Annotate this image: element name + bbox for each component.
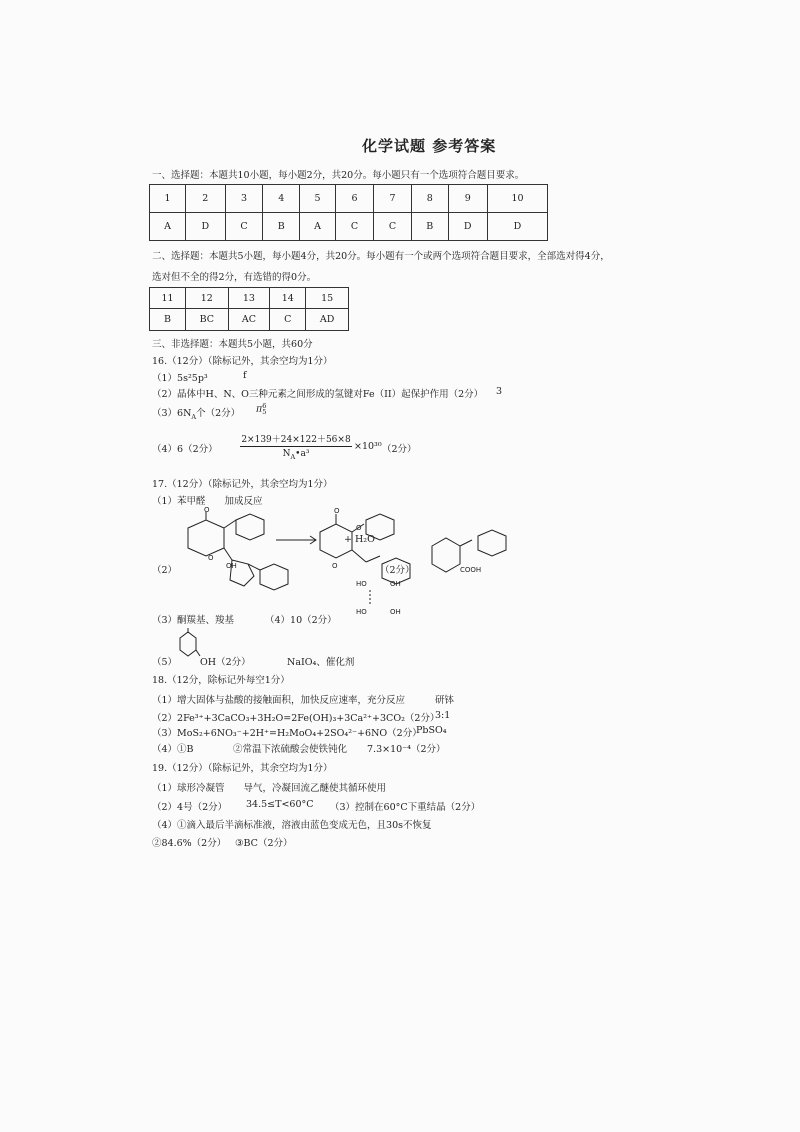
struct-label: O [204, 506, 210, 514]
answer-table-1 [149, 184, 548, 241]
q18-line4-b: ②常温下浓硫酸会使铁钝化 [233, 744, 348, 755]
fraction-numerator: 2×139＋24×122＋56×8 [241, 435, 351, 445]
q19-line2: （2）4号（2分） [152, 802, 228, 813]
table-cell: 1 [150, 185, 186, 213]
answer-table-2 [149, 287, 349, 331]
q19-line4: ②84.6%（2分） [152, 838, 227, 849]
q18-line2-answer: 3:1 [435, 710, 451, 721]
struct-label: O [208, 554, 214, 562]
table-cell: BC [186, 309, 229, 331]
table-cell: A [150, 213, 186, 241]
section-3-instruction: 三、非选择题：本题共5小题，共60分 [152, 339, 313, 350]
q17-line5-score: OH（2分） [200, 657, 251, 668]
fraction-denominator: $N_A•a^3$ [282, 449, 310, 461]
struct-label: HO [356, 580, 367, 588]
q16-line1-answer: f [243, 370, 247, 381]
q16-line1: （1）5s²5p³ [152, 373, 208, 384]
q16-header: 16.（12分）（除标记外，其余空均为1分） [152, 356, 333, 367]
fraction-tail: ×10³⁰ [354, 441, 382, 452]
q17-line2-score: （2分） [380, 565, 415, 576]
table-cell: B [150, 309, 186, 331]
q18-line2: （2）2Fe³⁺+3CaCO₃+3H₂O=2Fe(OH)₃+3Ca²⁺+3CO₂（2分） [152, 713, 440, 724]
table-cell: B [263, 213, 300, 241]
struct-label: OH [226, 562, 237, 570]
table-cell: A [300, 213, 336, 241]
table-row-answers [150, 213, 548, 241]
reactant-structure [188, 512, 288, 590]
table-cell: D [186, 213, 225, 241]
q18-line1: （1）增大固体与盐酸的接触面积，加快反应速率，充分反应 [152, 695, 406, 706]
q16-line2: （2）晶体中H、N、O三种元素之间形成的氢键对Fe（II）起保护作用（2分） [152, 389, 484, 400]
q17-answer-structure [176, 628, 200, 662]
struct-label: OH [390, 608, 401, 616]
table-cell: 12 [186, 288, 229, 309]
section-1-instruction: 一、选择题：本题共10小题，每小题2分，共20分。每小题只有一个选项符合题目要求。 [152, 170, 525, 181]
table-cell: 7 [374, 185, 412, 213]
struct-label: O [334, 507, 340, 515]
table-cell: AC [228, 309, 270, 331]
q19-line4-b: ③BC（2分） [235, 838, 293, 849]
section-2-instruction: 二、选择题：本题共5小题，每小题4分，共20分。每小题有一个或两个选项符合题目要求，全部选对得4分， [152, 251, 610, 262]
table-cell: 4 [263, 185, 300, 213]
table-row-numbers [150, 288, 349, 309]
q16-pi-bond: π6 5 [256, 402, 267, 416]
table-cell: B [411, 213, 448, 241]
q18-line3: （3）MoS₂+6NO₃⁻+2H⁺=H₂MoO₄+2SO₄²⁻+6NO（2分） [152, 728, 422, 739]
q16-line3: $(3)6N_A$个（2分） [152, 408, 241, 421]
table-cell: 6 [336, 185, 374, 213]
fraction-score: （2分） [382, 444, 417, 455]
table-cell: 15 [306, 288, 349, 309]
plus-water: + H₂O [344, 534, 375, 545]
table-cell: 14 [270, 288, 306, 309]
table-cell: D [448, 213, 487, 241]
table-cell: 2 [186, 185, 225, 213]
table-row-answers [150, 309, 349, 331]
q16-line4: （4）6（2分） [152, 444, 218, 455]
q17-line4: （4）10（2分） [265, 615, 337, 626]
table-cell: 10 [487, 185, 547, 213]
table-cell: D [487, 213, 547, 241]
table-cell: 13 [228, 288, 270, 309]
q18-header: 18.（12分，除标记外每空1分） [152, 675, 290, 686]
table-cell: 11 [150, 288, 186, 309]
table-cell: 9 [448, 185, 487, 213]
q18-line1-answer: 研钵 [435, 695, 455, 706]
struct-label: O [356, 524, 362, 532]
struct-label: O [332, 562, 338, 570]
table-row-numbers [150, 185, 548, 213]
q19-line2-b: 34.5≤T<60°C [246, 799, 314, 810]
q16-line2-answer: 3 [496, 386, 503, 397]
struct-label: COOH [460, 566, 482, 574]
struct-label: HO [356, 608, 367, 616]
q19-line3: （4）①滴入最后半滴标准液，溶液由蓝色变成无色，且30s不恢复 [152, 820, 432, 831]
struct-label: OH [390, 580, 401, 588]
q19-header: 19.（12分）（除标记外，其余空均为1分） [152, 763, 333, 774]
q18-line3-answer: PbSO₄ [416, 725, 447, 736]
table-cell: AD [306, 309, 349, 331]
fraction-bar [240, 446, 352, 447]
section-2-instruction-cont: 选对但不全的得2分，有选错的得0分。 [152, 272, 317, 283]
q18-line4: （4）①B [152, 744, 194, 755]
table-cell: C [225, 213, 263, 241]
q17-line1: （1）苯甲醛 加成反应 [152, 496, 263, 507]
page-title: 化学试题 参考答案 [362, 137, 497, 155]
q19-line1: （1）球形冷凝管 导气，冷凝回流乙醚使其循环使用 [152, 783, 387, 794]
reaction-scheme [170, 506, 550, 620]
table-cell: 5 [300, 185, 336, 213]
q18-line4-c: 7.3×10⁻⁴（2分） [367, 744, 446, 755]
q17-line3: （3）酮羰基、羧基 [152, 615, 235, 626]
table-cell: C [374, 213, 412, 241]
table-cell: C [270, 309, 306, 331]
q19-line2-c: （3）控制在60°C下重结晶（2分） [330, 802, 481, 813]
q17-line2-label: （2） [152, 565, 178, 576]
table-cell: 8 [411, 185, 448, 213]
q17-line5-reagents: NaIO₄、催化剂 [287, 657, 355, 668]
q17-line5: （5） [152, 657, 178, 668]
q17-header: 17.（12分）（除标记外，其余空均为1分） [152, 479, 333, 490]
table-cell: C [336, 213, 374, 241]
table-cell: 3 [225, 185, 263, 213]
